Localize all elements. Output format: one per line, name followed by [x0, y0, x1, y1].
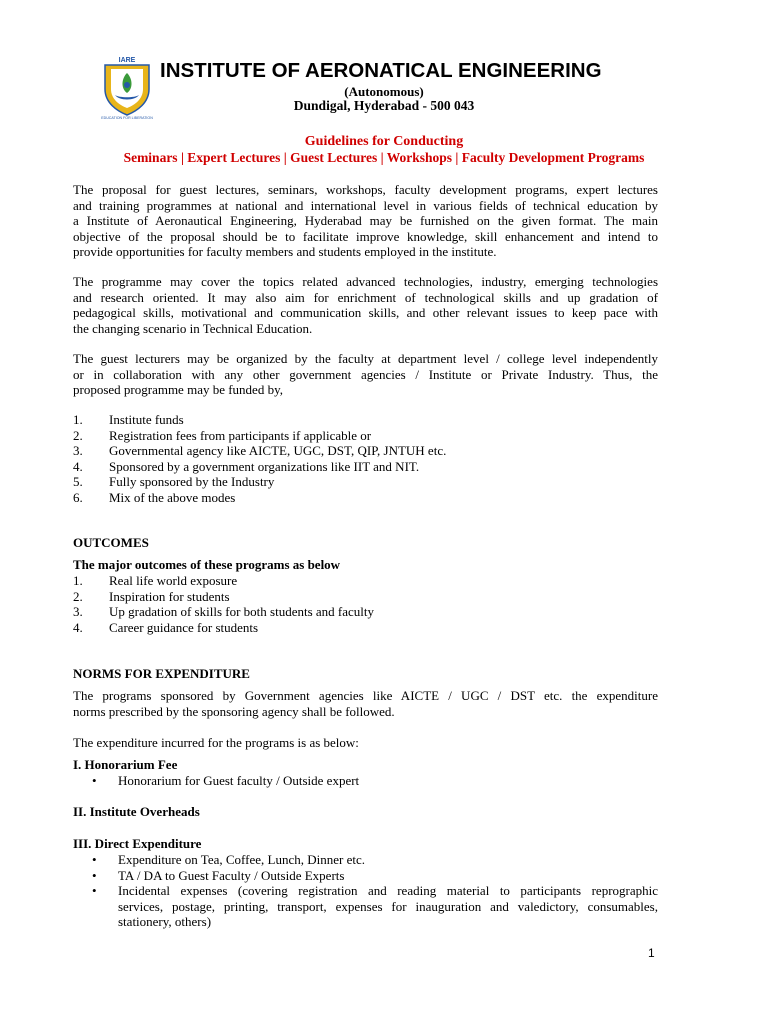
list-item [73, 589, 658, 605]
list-item [73, 443, 658, 459]
list-text: Registration fees from participants if applicable or [109, 427, 372, 443]
bullet-item [92, 868, 658, 884]
funding-paragraph [73, 351, 658, 398]
list-text: Sponsored by a government organizations like IIT and NIT. [109, 458, 420, 474]
direct-expenditure-heading: III. Direct Expenditure [73, 836, 202, 851]
logo-top-text: IARE [118, 57, 136, 64]
list-text: Real life world exposure [109, 573, 238, 588]
list-item [73, 474, 658, 490]
paragraph-line: The guest lecturers may be organized by the faculty at department level / college level independently [73, 351, 658, 366]
bullet-text: Expenditure on Tea, Coffee, Lunch, Dinner etc. [118, 852, 365, 867]
bullet-item [92, 852, 658, 868]
list-number: 3. [73, 604, 83, 619]
paragraph-line: a Institute of Aeronautical Engineering, Hyderabad may be furnished on the given format. The main [73, 213, 658, 228]
honorarium-bullets [92, 773, 658, 789]
bullet-item [92, 883, 658, 930]
paragraph-line: provide opportunities for faculty members and students employed in the institute. [73, 244, 497, 259]
list-number: 4. [73, 458, 83, 474]
list-item [73, 412, 658, 428]
norms-heading: NORMS FOR EXPENDITURE [73, 666, 250, 681]
list-text: Up gradation of skills for both students and faculty [109, 604, 375, 619]
paragraph-line: or in collaboration with any other government agencies / Institute or Private Industry. Thus, the [73, 366, 658, 382]
autonomous-label: (Autonomous) [344, 84, 424, 99]
paragraph-line: proposed programme may be funded by, [73, 382, 283, 397]
document-subtitle: Seminars | Expert Lectures | Guest Lectures | Workshops | Faculty Development Programs [123, 150, 645, 165]
topics-paragraph [73, 274, 658, 336]
list-item [73, 604, 658, 620]
bullet-item [92, 773, 658, 789]
paragraph-line: objective of the proposal should be to facilitate improve knowledge, skill enhancement and intend to [73, 228, 658, 244]
intro-paragraph [73, 182, 658, 260]
list-number: 4. [73, 619, 83, 635]
list-text: Governmental agency like AICTE, UGC, DST, QIP, JNTUH etc. [109, 443, 447, 458]
paragraph-line: The programme may cover the topics related advanced technologies, industry, emerging technologies [73, 274, 658, 289]
expenditure-intro [73, 735, 658, 751]
bullet-text: services, postage, printing, transport, expenses for inauguration and valedictory, consumables, [118, 898, 658, 914]
list-item [73, 573, 658, 589]
institute-address: Dundigal, Hyderabad - 500 043 [293, 98, 475, 113]
bullet-glyph: • [92, 883, 97, 898]
list-text: Mix of the above modes [109, 489, 236, 505]
bullet-glyph: • [92, 773, 97, 788]
bullet-text: TA / DA to Guest Faculty / Outside Experts [118, 867, 345, 883]
paragraph-line: The proposal for guest lectures, seminars, workshops, faculty development programs, expert lectures [73, 182, 658, 197]
document-title: Guidelines for Conducting [304, 134, 464, 149]
bullet-text: Incidental expenses (covering registration and reading material to participants reprographic [118, 883, 658, 898]
list-item [73, 620, 658, 636]
bullet-glyph: • [92, 852, 97, 867]
paragraph-line: the changing scenario in Technical Education. [73, 320, 313, 336]
outcomes-heading: OUTCOMES [73, 535, 149, 550]
list-number: 6. [73, 489, 83, 505]
list-item [73, 490, 658, 506]
bullet-glyph: • [92, 867, 97, 883]
bullet-text: stationery, others) [118, 914, 212, 929]
list-number: 2. [73, 427, 83, 443]
logo-motto-text: EDUCATION FOR LIBERATION [101, 116, 153, 120]
paragraph-line: and research oriented. It may also aim for enrichment of technological skills and up gradation of [73, 289, 658, 305]
bullet-text: Honorarium for Guest faculty / Outside expert [118, 773, 360, 788]
list-number: 1. [73, 573, 83, 588]
paragraph-line: pedagogical skills, motivational and communication skills, and other relevant issues to keep pace with [73, 305, 658, 320]
outcomes-subheading: The major outcomes of these programs as below [73, 557, 341, 572]
paragraph-line: and training programmes at national and international level in various fields of technical education by [73, 197, 658, 213]
page-number: 1 [648, 946, 655, 960]
list-text: Career guidance for students [109, 619, 259, 635]
paragraph-line: norms prescribed by the sponsoring agency shall be followed. [73, 703, 395, 719]
list-item [73, 428, 658, 444]
paragraph-line: The programs sponsored by Government agencies like AICTE / UGC / DST etc. the expenditure [73, 688, 658, 703]
institute-name: INSTITUTE OF AERONATICAL ENGINEERING [160, 59, 602, 82]
paragraph-line: The expenditure incurred for the programs is as below: [73, 735, 359, 750]
overheads-heading: II. Institute Overheads [73, 804, 200, 819]
list-text: Institute funds [109, 412, 184, 427]
direct-expenditure-bullets [92, 852, 658, 930]
list-text: Fully sponsored by the Industry [109, 474, 275, 489]
list-item [73, 459, 658, 475]
funding-list [73, 412, 658, 505]
list-number: 2. [73, 588, 83, 604]
list-number: 3. [73, 443, 83, 458]
list-number: 1. [73, 412, 83, 427]
outcomes-list [73, 573, 658, 635]
list-number: 5. [73, 474, 83, 489]
norms-paragraph [73, 688, 658, 719]
honorarium-heading: I. Honorarium Fee [73, 757, 178, 772]
list-text: Inspiration for students [109, 588, 230, 604]
